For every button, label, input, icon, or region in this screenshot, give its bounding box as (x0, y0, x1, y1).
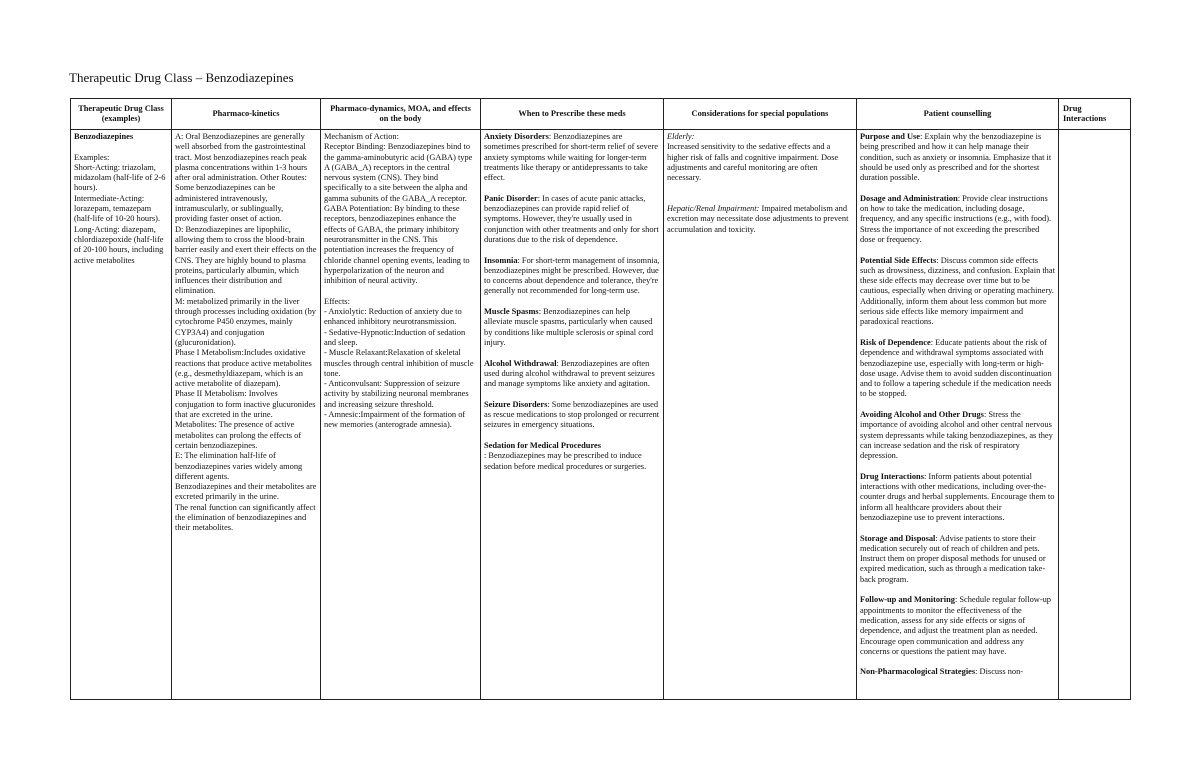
header-patient-counselling: Patient counselling (857, 99, 1059, 130)
effect-muscle-relaxant: - Muscle Relaxant:Relaxation of skeletal muscles through central inhibition of muscle tone. (324, 348, 474, 378)
effects-label: Effects: (324, 296, 350, 306)
indication-muscle-spasms: Muscle Spasms: Benzodiazepines can help alleviate muscle spasms, particularly when caused by conditions like multiple sclerosis or spinal cord injury. (484, 307, 654, 347)
counsel-avoid-alcohol: Avoiding Alcohol and Other Drugs: Stress the importance of avoiding alcohol and other central nervous system depressants while taking benzodiazepines, as they can increase sedation and the risk of respiratory depression. (860, 410, 1053, 461)
effect-anticonvulsant: - Anticonvulsant: Suppression of seizure activity by stabilizing neuronal membranes and increasing seizure threshold. (324, 379, 469, 409)
table-row (71, 130, 1131, 700)
header-pharmacodynamics: Pharmaco-dynamics, MOA, and effects on the body (321, 99, 481, 130)
counsel-side-effects: Potential Side Effects: Discuss common side effects such as drowsiness, dizziness, and confusion. Explain that these side effects may decrease over time but to be cautious, especially when driving or operating machinery. Additionally, inform them about less common but more serious side effects like memory impairment and paradoxical reactions. (860, 255, 1055, 327)
hepatic-renal: Hepatic/Renal Impairment: Impaired metabolism and excretion may necessitate dose adjustments to prevent accumulation and toxicity. (667, 204, 849, 234)
example-long-acting: Long-Acting: diazepam, chlordiazepoxide (half-life of 20-100 hours, including active metabolites (74, 224, 164, 265)
pk-renal: The renal function can significantly affect the elimination of benzodiazepines and their metabolites. (175, 502, 316, 533)
header-drug-class: Therapeutic Drug Class (examples) (71, 99, 172, 130)
example-intermediate-acting: Intermediate-Acting: lorazepam, temazepam (half-life of 10-20 hours). (74, 193, 161, 224)
cell-drug-class (71, 130, 172, 700)
pk-metabolites: Metabolites: The presence of active metabolites can prolong the effects of certain benzodiazepines. (175, 420, 302, 450)
moa-label: Mechanism of Action: (324, 132, 399, 141)
effect-amnesic: - Amnesic:Impairment of the formation of new memories (anterograde amnesia). (324, 410, 466, 430)
cell-drug-interactions (1059, 130, 1131, 700)
header-when-to-prescribe: When to Prescribe these meds (481, 99, 664, 130)
cell-patient-counselling (857, 130, 1059, 700)
drug-class-heading: Benzodiazepines (74, 132, 134, 141)
counsel-purpose: Purpose and Use: Explain why the benzodiazepine is being prescribed and how it can help manage their condition, such as anxiety or insomnia. Emphasize that it should be used only as prescribed and for the shortest duration possible. (860, 132, 1052, 183)
header-drug-interactions: Drug Interactions (1059, 99, 1131, 130)
cell-pharmacodynamics (321, 130, 481, 700)
indication-panic: Panic Disorder: In cases of acute panic attacks, benzodiazepines can provide rapid relief of symptoms. However, they're usually used in conjunction with other treatments and only for short durations due to the risk of dependence. (484, 193, 659, 244)
moa-gaba-potentiation: GABA Potentiation: By binding to these receptors, benzodiazepines enhance the effects of GABA, the primary inhibitory neurotransmitter in the CNS. This potentiation increases the frequency of chloride channel opening events, leading to hyperpolarization of the neuron and inhibition of neural activity. (324, 204, 470, 286)
counsel-storage: Storage and Disposal: Advise patients to store their medication securely out of reach of children and pets. Instruct them on proper disposal methods for unused or expired medication, such as through a medication take-back program. (860, 533, 1046, 584)
moa-receptor-binding: Receptor Binding: Benzodiazepines bind to the gamma-aminobutyric acid (GABA) type A (GABA_A) receptors in the central nervous system (CNS). They bind specifically to a site between the alpha and gamma subunits of the GABA_A receptor. (324, 142, 473, 203)
example-short-acting: Short-Acting: triazolam, midazolam (half-life of 2-6 hours). (74, 162, 166, 193)
counsel-follow-up: Follow-up and Monitoring: Schedule regular follow-up appointments to monitor the effectiveness of the medication, assess for any side effects or signs of dependence, and adjust the treatment plan as needed. Encourage open communication and address any concerns or questions the patient may have. (860, 595, 1051, 656)
drug-class-table (70, 98, 1131, 700)
cell-special-populations (664, 130, 857, 700)
indication-seizures: Seizure Disorders: Some benzodiazepines are used as rescue medications to stop prolonged or recurrent seizures in emergency situations. (484, 399, 660, 430)
cell-pharmacokinetics (172, 130, 321, 700)
counsel-dosage: Dosage and Administration: Provide clear instructions on how to take the medication, including dosage, frequency, and any specific instructions (e.g., with food). Stress the importance of not exceeding the prescribed dose or frequency. (860, 193, 1052, 244)
elderly-heading: Elderly: (667, 132, 695, 141)
header-pharmacokinetics: Pharmaco-kinetics (172, 99, 321, 130)
effect-anxiolytic: - Anxiolytic: Reduction of anxiety due to enhanced inhibitory neurotransmission. (324, 307, 462, 327)
elderly-text: Increased sensitivity to the sedative effects and a higher risk of falls and cognitive impairment. Dose adjustments and careful monitoring are often necessary. (667, 142, 839, 183)
header-row (71, 99, 1131, 130)
indication-anxiety: Anxiety Disorders: Benzodiazepines are sometimes prescribed for short-term relief of severe anxiety symptoms while waiting for longer-term treatments like therapy or antidepressants to take effect. (484, 132, 658, 183)
pk-elimination: E: The elimination half-life of benzodiazepines varies widely among different agents. (175, 451, 303, 481)
indication-sedation: Sedation for Medical Procedures : Benzodiazepines may be prescribed to induce sedation before medical procedures or surgeries. (484, 440, 647, 471)
pk-phase-1: Phase I Metabolism:Includes oxidative reactions that produce active metabolites (e.g., desmethyldiazepam, which is an active metabolite of diazepam). (175, 348, 312, 389)
indication-alcohol-withdrawal: Alcohol Withdrawal: Benzodiazepines are often used during alcohol withdrawal to prevent seizures and manage symptoms like anxiety and agitation. (484, 358, 655, 389)
pk-excretion: Benzodiazepines and their metabolites are excreted primarily in the urine. (175, 482, 317, 502)
header-special-populations: Considerations for special populations (664, 99, 857, 130)
pk-phase-2: Phase II Metabolism: Involves conjugation to form inactive glucuronides that are excreted in the urine. (175, 389, 316, 420)
counsel-interactions: Drug Interactions: Inform patients about potential interactions with other medications, including over-the-counter drugs and herbal supplements. Encourage them to inform all healthcare providers about their benzodiazepine use to prevent interactions. (860, 471, 1055, 522)
effect-sedative: - Sedative-Hypnotic:Induction of sedation and sleep. (324, 327, 466, 347)
examples-label: Examples: (74, 152, 110, 162)
pk-distribution: D: Benzodiazepines are lipophilic, allowing them to cross the blood-brain barrier easily and exert their effects on the CNS. They are highly bound to plasma proteins, particularly albumin, which influences their distribution and elimination. (175, 224, 317, 296)
indication-insomnia: Insomnia: For short-term management of insomnia, benzodiazepines might be prescribed. However, due to concerns about dependence and tolerance, they're generally not recommended for long-term use. (484, 255, 660, 296)
counsel-non-pharm: Non-Pharmacological Strategies: Discuss non- (860, 667, 1024, 677)
counsel-dependence: Risk of Dependence: Educate patients about the risk of dependence and withdrawal symptoms associated with benzodiazepine use, especially with long-term or high-dose usage. Advise them to avoid sudden discontinuation and to follow a tapering schedule if the medication needs to be stopped. (860, 337, 1052, 399)
pk-absorption: A: Oral Benzodiazepines are generally well absorbed from the gastrointestinal tract. Most benzodiazepines reach peak plasma concentrations within 1-3 hours after oral administration. Other Routes: Some benzodiazepines can be administered intravenously, intramuscularly, or sublingually, providing faster onset of action. (175, 132, 308, 224)
cell-when-to-prescribe (481, 130, 664, 700)
page-title: Therapeutic Drug Class – Benzodiazepines (69, 70, 294, 85)
pk-metabolism: M: metabolized primarily in the liver through processes including oxidation (by cytochrome P450 enzymes, mainly CYP3A4) and conjugation (glucuronidation). (175, 296, 316, 347)
